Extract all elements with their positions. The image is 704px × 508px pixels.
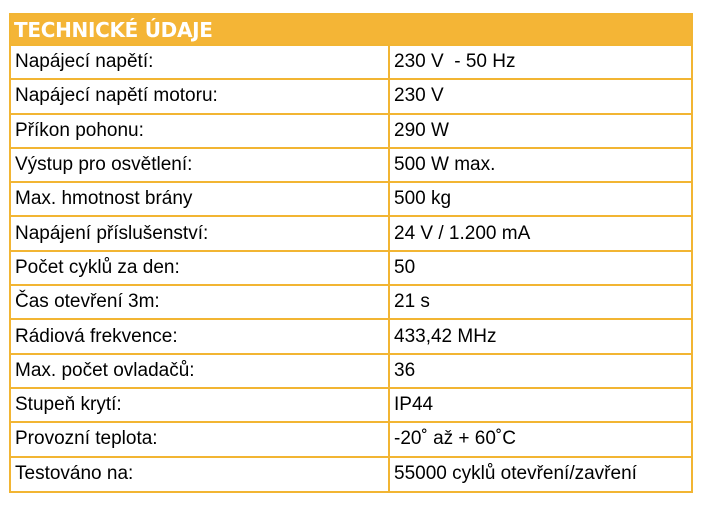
spec-row-tested-cycles (11, 458, 691, 491)
spec-value: 230 V - 50 Hz (394, 51, 516, 73)
spec-value: 36 (394, 359, 416, 381)
spec-value: 55000 cyklů otevření/zavření (394, 463, 637, 485)
spec-row-radio-frequency (11, 320, 691, 354)
spec-value: 500 kg (394, 188, 452, 210)
spec-label: Provozní teplota: (11, 423, 390, 455)
spec-value: 290 W (394, 119, 449, 141)
spec-value: 500 W max. (394, 154, 496, 176)
spec-row-cycles-per-day (11, 252, 691, 286)
spec-label: Stupeň krytí: (11, 389, 390, 421)
spec-label: Napájecí napětí: (11, 46, 390, 78)
spec-row-accessory-power (11, 217, 691, 251)
spec-label: Počet cyklů za den: (11, 252, 390, 284)
spec-table (9, 13, 693, 493)
spec-label: Napájecí napětí motoru: (11, 80, 390, 112)
spec-label: Příkon pohonu: (11, 115, 390, 147)
spec-row-light-output (11, 149, 691, 183)
spec-label: Čas otevření 3m: (11, 286, 390, 318)
spec-label: Rádiová frekvence: (11, 320, 390, 352)
spec-row-opening-time (11, 286, 691, 320)
spec-value: IP44 (394, 394, 434, 416)
spec-value: -20˚ až + 60˚C (394, 428, 516, 450)
spec-row-max-gate-weight (11, 183, 691, 217)
spec-value: 21 s (394, 291, 430, 313)
spec-row-max-remotes (11, 355, 691, 389)
spec-row-protection-rating (11, 389, 691, 423)
spec-label: Napájení příslušenství: (11, 217, 390, 249)
spec-label: Výstup pro osvětlení: (11, 149, 390, 181)
spec-value: 230 V (394, 85, 444, 107)
spec-row-supply-voltage (11, 46, 691, 80)
spec-row-operating-temperature (11, 423, 691, 457)
spec-label: Testováno na: (11, 458, 390, 491)
spec-value: 433,42 MHz (394, 325, 497, 347)
spec-value: 24 V / 1.200 mA (394, 222, 531, 244)
spec-table-title: TECHNICKÉ ÚDAJE (11, 15, 691, 46)
spec-value: 50 (394, 256, 416, 278)
spec-row-power-input (11, 115, 691, 149)
spec-label: Max. hmotnost brány (11, 183, 390, 215)
spec-label: Max. počet ovladačů: (11, 355, 390, 387)
spec-row-motor-voltage (11, 80, 691, 114)
